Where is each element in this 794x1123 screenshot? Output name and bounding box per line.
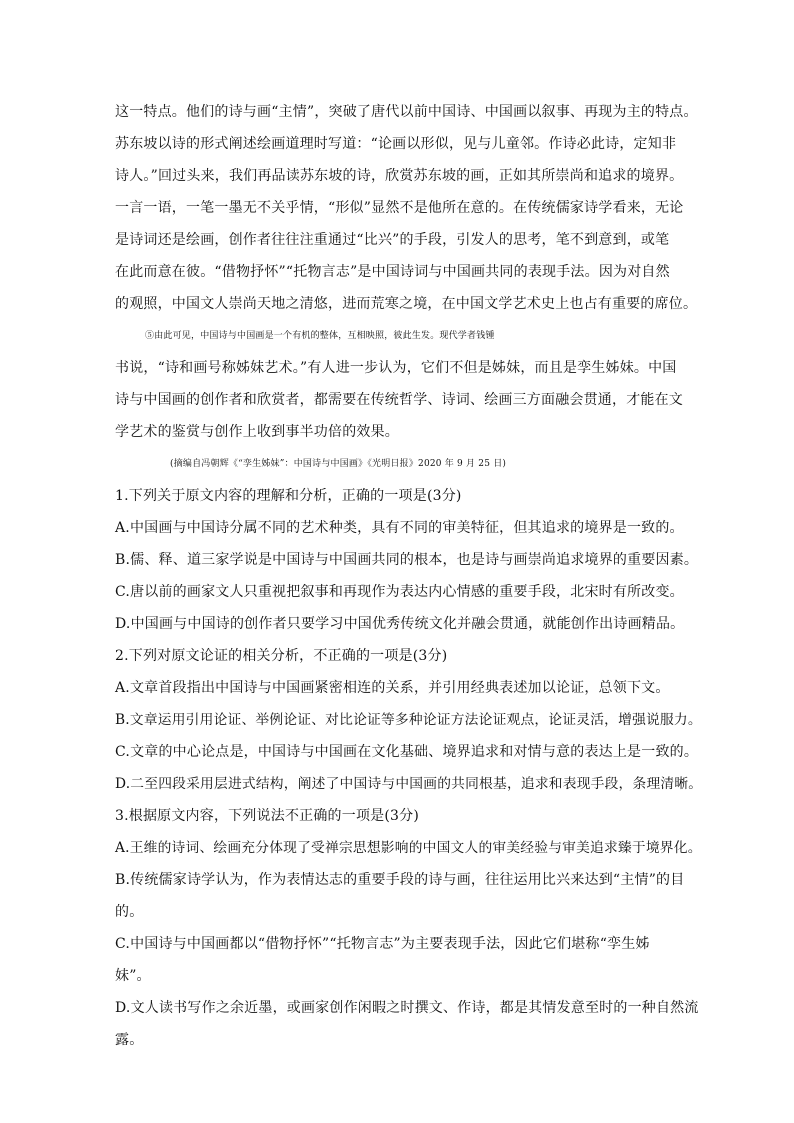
question-option-continuation: 妹”。 — [115, 968, 151, 984]
passage-line: 书说，“诗和画号称姊妹艺术。”有人进一步认为，它们不但是姊妹，而且是孪生姊妹。中国 — [115, 360, 677, 376]
question-option: B.儒、释、道三家学说是中国诗与中国画共同的根本，也是诗与画崇尚追求境界的重要因素。 — [115, 552, 699, 568]
question-option: C.唐以前的画家文人只重视把叙事和再现作为表达内心情感的重要手段，北宋时有所改变。 — [115, 584, 684, 600]
question-option-continuation: 的。 — [115, 904, 144, 920]
question-option: D.二至四段采用层进式结构，阐述了中国诗与中国画的共同根基，追求和表现手段，条理清晰。 — [115, 776, 703, 792]
passage-line: 一言一语，一笔一墨无不关乎情，“形似”显然不是他所在意的。在传统儒家诗学看来，无论 — [115, 200, 684, 216]
question-stem: 3.根据原文内容，下列说法不正确的一项是(3分) — [115, 808, 419, 824]
passage-line: 苏东坡以诗的形式阐述绘画道理时写道：“论画以形似，见与儿童邻。作诗必此诗，定知非 — [115, 136, 677, 152]
question-option: C.文章的中心论点是，中国诗与中国画在文化基础、境界追求和对情与意的表达上是一致的。 — [115, 744, 699, 760]
passage-line: 的观照，中国文人崇尚天地之清悠，进而荒寒之境，在中国文学艺术史上也占有重要的席位。 — [115, 296, 698, 312]
question-option: A.王维的诗词、绘画充分体现了受禅宗思想影响的中国文人的审美经验与审美追求臻于境界化。 — [115, 840, 702, 856]
question-option: B.文章运用引用论证、举例论证、对比论证等多种论证方法论证观点，论证灵活，增强说服力。 — [115, 712, 702, 728]
passage-line: 诗人。”回过头来，我们再品读苏东坡的诗，欣赏苏东坡的画，正如其所崇尚和追求的境界。 — [115, 168, 684, 184]
question-option: C.中国诗与中国画都以“借物抒怀”“托物言志”为主要表现手法，因此它们堪称“孪生姊 — [115, 936, 650, 952]
question-option: A.中国画与中国诗分属不同的艺术种类，具有不同的审美特征，但其追求的境界是一致的。 — [115, 520, 684, 536]
passage-line: ⑤由此可见，中国诗与中国画是一个有机的整体，互相映照，彼此生发。现代学者钱锺 — [145, 331, 495, 341]
question-option: D.文人读书写作之余近墨，或画家创作闲暇之时撰文、作诗，都是其情发意至时的一种自然流 — [115, 1000, 699, 1016]
passage-line: 诗与中国画的创作者和欣赏者，都需要在传统哲学、诗词、绘画三方面融会贯通，才能在文 — [115, 392, 683, 408]
passage-line: 是诗词还是绘画，创作者往往注重通过“比兴”的手段，引发人的思考，笔不到意到，或笔 — [115, 232, 670, 248]
passage-line: 在此而意在彼。“借物抒怀”“托物言志”是中国诗词与中国画共同的表现手法。因为对自然 — [115, 264, 670, 280]
passage-line: 这一特点。他们的诗与画“主情”，突破了唐代以前中国诗、中国画以叙事、再现为主的特点。 — [115, 104, 698, 120]
source-citation: (摘编自冯朝辉《“孪生姊妹”：中国诗与中国画》《光明日报》2020 年 9 月 25 日) — [170, 459, 507, 469]
question-stem: 2.下列对原文论证的相关分析，不正确的一项是(3分) — [115, 648, 448, 664]
question-option-continuation: 露。 — [115, 1032, 144, 1048]
question-option: A.文章首段指出中国诗与中国画紧密相连的关系，并引用经典表述加以论证，总领下文。 — [115, 680, 670, 696]
question-option: B.传统儒家诗学认为，作为表情达志的重要手段的诗与画，往往运用比兴来达到“主情”的目 — [115, 872, 685, 888]
question-stem: 1.下列关于原文内容的理解和分析，正确的一项是(3分) — [115, 488, 462, 504]
passage-line: 学艺术的鉴赏与创作上收到事半功倍的效果。 — [115, 424, 399, 440]
question-option: D.中国画与中国诗的创作者只要学习中国优秀传统文化并融会贯通，就能创作出诗画精品。 — [115, 616, 685, 632]
